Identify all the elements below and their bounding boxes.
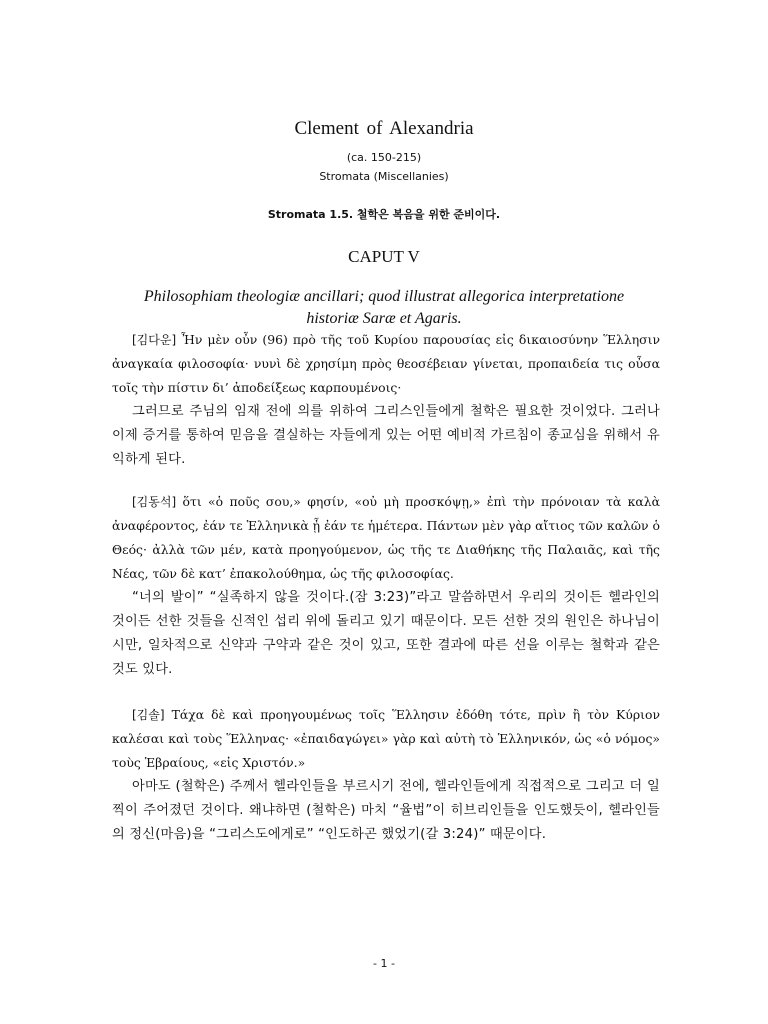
greek-paragraph xyxy=(112,328,660,400)
document-title: Clement of Alexandria xyxy=(294,118,474,139)
text-block-1 xyxy=(112,328,660,472)
greek-paragraph xyxy=(112,490,660,586)
greek-text: Ἦν μὲν οὖν (96) πρὸ τῆς τοῦ Κυρίου παρουσίας εἰς δικαιοσύνην Ἕλλησιν ἀναγκαία φιλοσοφία· νυνὶ δὲ χρησίμη πρὸς θεοσέβειαν γίνεται, προπαιδεία τις οὖσα τοῖς τὴν πίστιν δι’ ἀποδείξεως καρπουμένοις· xyxy=(112,332,660,395)
korean-translation: 그러므로 주님의 임재 전에 의를 위하여 그리스인들에게 철학은 필요한 것이었다. 그러나 이제 증거를 통하여 믿음을 결실하는 자들에게 있는 어떤 예비적 가르침이 종교심을 위해서 유익하게 된다. xyxy=(112,404,660,467)
text-block-3 xyxy=(112,703,660,847)
chapter-heading: CAPUT V xyxy=(348,247,420,266)
speaker-label: [김솔] xyxy=(132,708,165,722)
korean-translation: 아마도 (철학은) 주께서 헬라인들을 부르시기 전에, 헬라인들에게 직접적으로 그리고 더 일찍이 주어졌던 것이다. 왜냐하면 (철학은) 마치 “율법”이 히브리인들을 인도했듯이, 헬라인들의 정신(마음)을 “그리스도에게로” “인도하곤 했었기(갈 3:24)” 때문이다. xyxy=(112,779,660,842)
greek-text: Τάχα δὲ καὶ προηγουμένως τοῖς Ἕλλησιν ἐδόθη τότε, πρὶν ἢ τὸν Κύριον καλέσαι καὶ τοὺς Ἕλληνας· «ἐπαιδαγώγει» γὰρ καὶ αὐτὴ τὸ Ἑλληνικόν, ὡς «ὁ νόμος» τοὺς Ἑβραίους, «εἰς Χριστόν.» xyxy=(112,707,660,770)
greek-paragraph xyxy=(112,703,660,775)
page-number: - 1 - xyxy=(373,957,395,970)
korean-translation: “너의 발이” “실족하지 않을 것이다.(잠 3:23)”라고 말씀하면서 우리의 것이든 헬라인의 것이든 선한 것들을 신적인 섭리 위에 돌리고 있기 때문이다. 모든 선한 것의 원인은 하나님이시만, 일차적으로 신약과 구약과 같은 것이 있고, 또한 결과에 따른 선을 이루는 철학과 같은 것도 있다. xyxy=(112,590,660,677)
work-title: Stromata (Miscellanies) xyxy=(319,170,449,183)
text-block-2 xyxy=(112,490,660,682)
author-dates: (ca. 150-215) xyxy=(346,151,422,164)
section-heading: Stromata 1.5. 철학은 복음을 위한 준비이다. xyxy=(267,208,501,221)
chapter-subtitle: Philosophiam theologiæ ancillari; quod illustrat allegorica interpretatione historiæ Saræ et Agaris. xyxy=(143,288,625,327)
greek-text: ὅτι «ὁ ποῦς σου,» φησίν, «οὐ μὴ προσκόψῃ,» ἐπὶ τὴν πρόνοιαν τὰ καλὰ ἀναφέροντος, ἐάν τε Ἑλληνικὰ ᾖ ἐάν τε ἡμέτερα. Πάντων μὲν γὰρ αἴτιος τῶν καλῶν ὁ Θεός· ἀλλὰ τῶν μέν, κατὰ προηγούμενον, ὡς τῆς τε Διαθήκης τῆς Παλαιᾶς, καὶ τῆς Νέας, τῶν δὲ κατ’ ἐπακολούθημα, ὡς τῆς φιλοσοφίας. xyxy=(112,494,660,581)
speaker-label: [김동석] xyxy=(132,495,177,509)
speaker-label: [김다운] xyxy=(132,333,177,347)
